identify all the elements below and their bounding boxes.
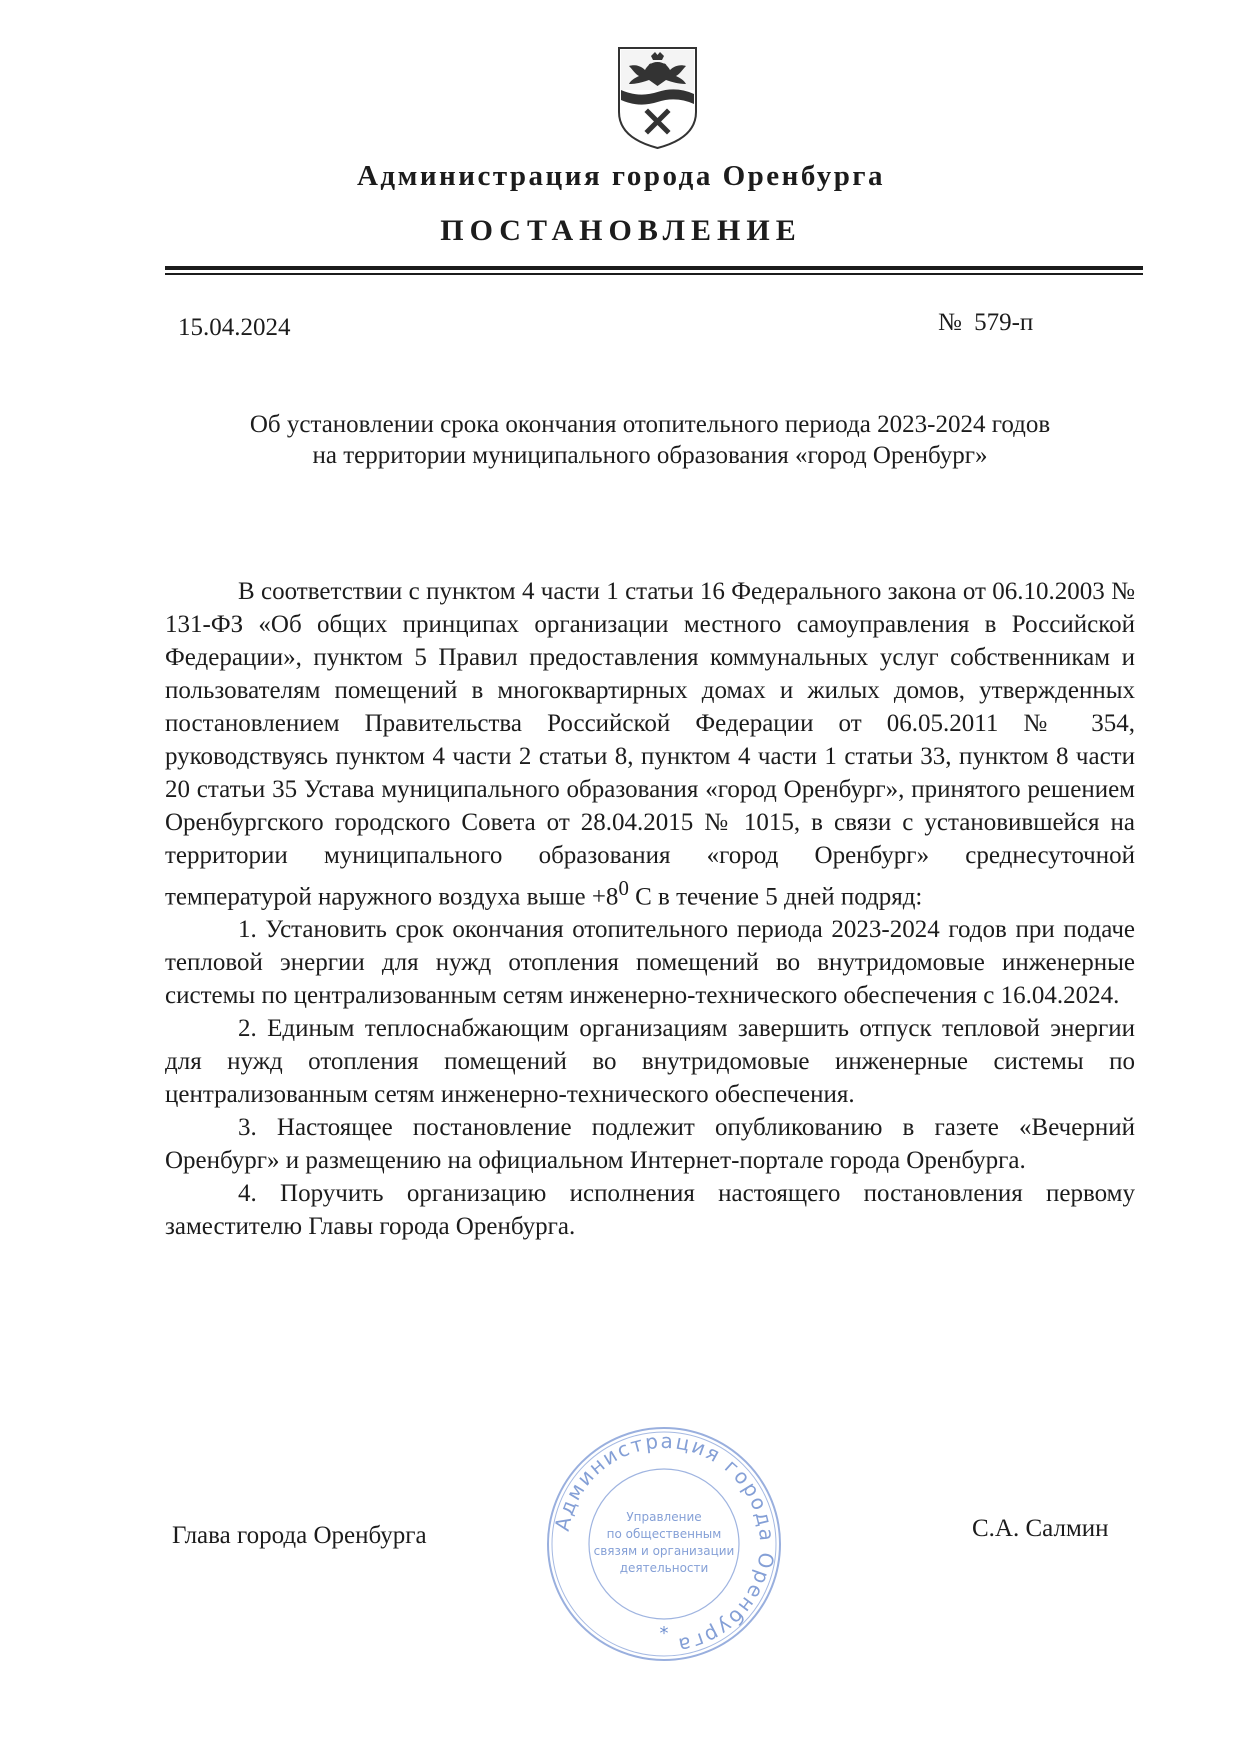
document-number: № 579-п <box>938 309 1034 336</box>
resolution-item-4: 4. Поручить организацию исполнения настоящего постановления первому заместителю Главы города Оренбурга. <box>165 1180 1135 1241</box>
signatory-name: С.А. Салмин <box>972 1515 1109 1542</box>
degree-superscript: 0 <box>618 876 629 900</box>
resolution-item-1: 1. Установить срок окончания отопительного периода 2023-2024 годов при подаче тепловой энергии для нужд отопления помещений во внутридомовые инженерные системы по централизованным сетям инженерно-технического обеспечения с 16.04.2024. <box>165 916 1135 1010</box>
resolution-item-3: 3. Настоящее постановление подлежит опубликованию в газете «Вечерний Оренбург» и размещению на официальном Интернет-портале города Оренбурга. <box>165 1114 1135 1175</box>
stamp-star-icon: * <box>659 1623 669 1644</box>
subject-line-2: на территории муниципального образования «город Оренбург» <box>312 442 988 469</box>
preamble-text: В соответствии с пунктом 4 части 1 статьи 16 Федерального закона от 06.10.2003 № 131-ФЗ «Об общих принципах организации местного самоуправления в Российской Федерации», пунктом 5 Правил предоставления коммунальных услуг собственникам и пользователям помещений в многоквартирных домах и жилых домов, утвержденных постановлением Правительства Российской Федерации от 06.05.2011 № 354, руководствуясь пунктом 4 части 2 статьи 8, пунктом 4 части 1 статьи 33, пунктом 8 части 20 статьи 35 Устава муниципального образования «город Оренбург», принятого решением Оренбургского городского Совета от 28.04.2015 № 1015, в связи с установившейся на территории муниципального образования «город Оренбург» среднесуточной температурой наружного воздуха выше +8 <box>165 578 1135 911</box>
preamble-tail: С в течение 5 дней подряд: <box>628 883 923 911</box>
header-rule-thin <box>165 273 1143 275</box>
preamble-paragraph <box>165 575 1135 913</box>
resolution-item-2: 2. Единым теплоснабжающим организациям завершить отпуск тепловой энергии для нужд отопления помещений во внутридомовые инженерные системы по централизованным сетям инженерно-технического обеспечения. <box>165 1015 1135 1109</box>
stamp-center-line-1: Управление <box>626 1510 702 1524</box>
document-type-title: ПОСТАНОВЛЕНИЕ <box>440 214 802 247</box>
official-stamp <box>545 1425 783 1663</box>
stamp-center-line-4: деятельности <box>619 1561 709 1575</box>
stamp-center-line-2: по общественным <box>606 1527 722 1541</box>
stamp-ring-text: Администрация города Оренбурга <box>549 1428 780 1659</box>
document-subject <box>150 409 1150 471</box>
document-date: 15.04.2024 <box>178 314 291 341</box>
signatory-position: Глава города Оренбурга <box>172 1522 427 1549</box>
document-body <box>165 575 1135 1243</box>
stamp-center-line-3: связям и организации <box>593 1544 735 1558</box>
organization-title: Администрация города Оренбурга <box>356 160 886 192</box>
subject-line-1: Об установлении срока окончания отопительного периода 2023-2024 годов <box>249 411 1051 438</box>
coat-of-arms-icon <box>615 46 700 150</box>
header-rule-thick <box>165 266 1143 270</box>
